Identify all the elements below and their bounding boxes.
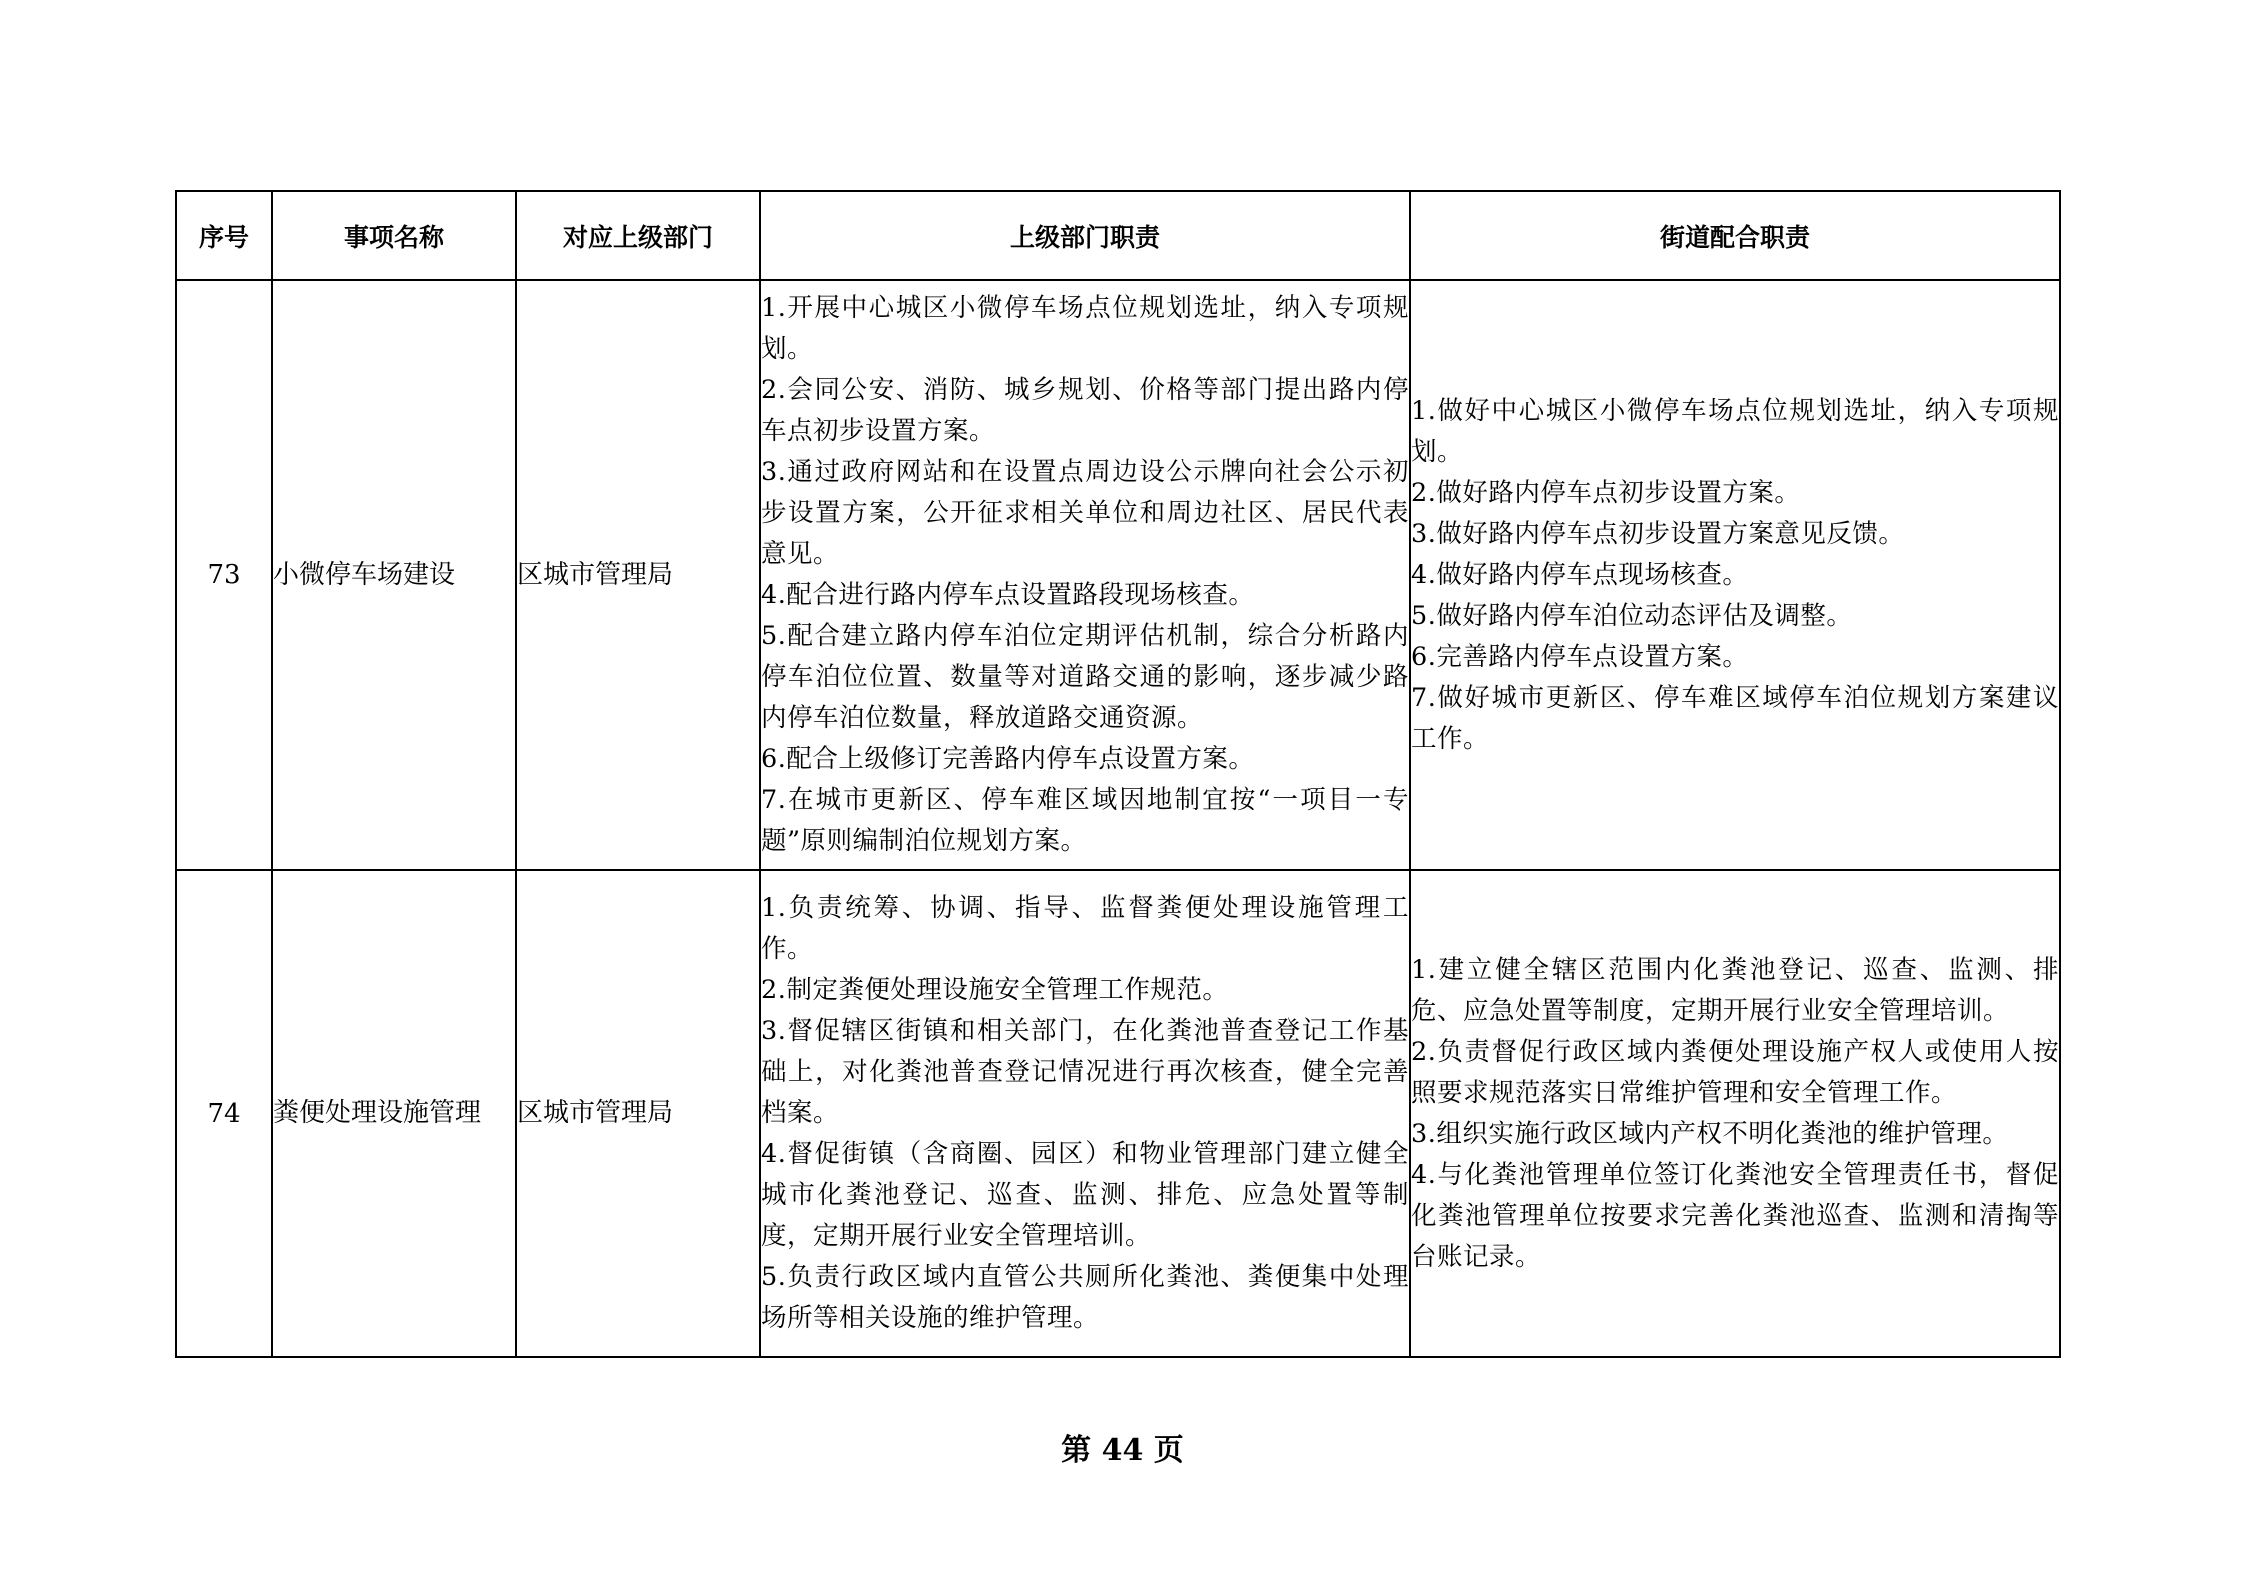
header-upper-duties: 上级部门职责 — [760, 191, 1410, 280]
item-name: 粪便处理设施管理 — [272, 870, 516, 1357]
upper-duties-cell — [760, 870, 1410, 1357]
upper-duty-item: 7.在城市更新区、停车难区域因地制宜按“一项目一专题”原则编制泊位规划方案。 — [761, 785, 1409, 856]
street-duty-item: 2.做好路内停车点初步设置方案。 — [1411, 477, 1801, 508]
header-department: 对应上级部门 — [516, 191, 760, 280]
upper-duty-item: 4.配合进行路内停车点设置路段现场核查。 — [761, 580, 1255, 610]
upper-duty-item: 1.开展中心城区小微停车场点位规划选址，纳入专项规划。 — [761, 293, 1409, 364]
upper-duty-item: 2.会同公安、消防、城乡规划、价格等部门提出路内停车点初步设置方案。 — [761, 375, 1409, 446]
street-duty-item: 3.做好路内停车点初步设置方案意见反馈。 — [1411, 518, 1905, 549]
department-name: 区城市管理局 — [516, 280, 760, 870]
header-item-name: 事项名称 — [272, 191, 516, 280]
upper-duty-item: 2.制定粪便处理设施安全管理工作规范。 — [761, 975, 1229, 1005]
page-number: 第 44 页 — [1061, 1433, 1184, 1468]
table-header-row — [176, 191, 2060, 280]
header-no: 序号 — [176, 191, 272, 280]
street-duty-item: 6.完善路内停车点设置方案。 — [1411, 641, 1749, 672]
upper-duty-item: 4.督促街镇（含商圈、园区）和物业管理部门建立健全城市化粪池登记、巡查、监测、排危、应急处置等制度，定期开展行业安全管理培训。 — [761, 1139, 1409, 1251]
street-duty-item: 4.与化粪池管理单位签订化粪池安全管理责任书，督促化粪池管理单位按要求完善化粪池巡查、监测和清掏等台账记录。 — [1411, 1159, 2059, 1272]
upper-duty-item: 3.督促辖区街镇和相关部门，在化粪池普查登记工作基础上，对化粪池普查登记情况进行再次核查，健全完善档案。 — [761, 1016, 1409, 1128]
item-name: 小微停车场建设 — [272, 280, 516, 870]
row-number: 74 — [176, 870, 272, 1357]
street-duty-item: 7.做好城市更新区、停车难区域停车泊位规划方案建议工作。 — [1411, 682, 2059, 754]
duty-table — [175, 190, 2061, 1358]
street-duty-item: 2.负责督促行政区域内粪便处理设施产权人或使用人按照要求规范落实日常维护管理和安全管理工作。 — [1411, 1036, 2059, 1108]
upper-duty-item: 5.配合建立路内停车泊位定期评估机制，综合分析路内停车泊位位置、数量等对道路交通的影响，逐步减少路内停车泊位数量，释放道路交通资源。 — [761, 621, 1409, 733]
street-duty-item: 5.做好路内停车泊位动态评估及调整。 — [1411, 600, 1853, 631]
street-duty-item: 4.做好路内停车点现场核查。 — [1411, 559, 1749, 590]
street-duty-item: 1.做好中心城区小微停车场点位规划选址，纳入专项规划。 — [1411, 395, 2059, 467]
header-street-duties: 街道配合职责 — [1410, 191, 2060, 280]
upper-duty-item: 3.通过政府网站和在设置点周边设公示牌向社会公示初步设置方案，公开征求相关单位和周边社区、居民代表意见。 — [761, 457, 1409, 569]
street-duties-cell — [1410, 870, 2060, 1357]
department-name: 区城市管理局 — [516, 870, 760, 1357]
upper-duty-item: 1.负责统筹、协调、指导、监督粪便处理设施管理工作。 — [761, 893, 1409, 964]
row-number: 73 — [176, 280, 272, 870]
street-duty-item: 3.组织实施行政区域内产权不明化粪池的维护管理。 — [1411, 1118, 2009, 1149]
table-row — [176, 870, 2060, 1357]
upper-duty-item: 5.负责行政区域内直管公共厕所化粪池、粪便集中处理场所等相关设施的维护管理。 — [761, 1262, 1409, 1333]
street-duties-cell — [1410, 280, 2060, 870]
upper-duties-cell — [760, 280, 1410, 870]
table-row — [176, 280, 2060, 870]
street-duty-item: 1.建立健全辖区范围内化粪池登记、巡查、监测、排危、应急处置等制度，定期开展行业安全管理培训。 — [1411, 954, 2059, 1026]
upper-duty-item: 6.配合上级修订完善路内停车点设置方案。 — [761, 744, 1255, 774]
